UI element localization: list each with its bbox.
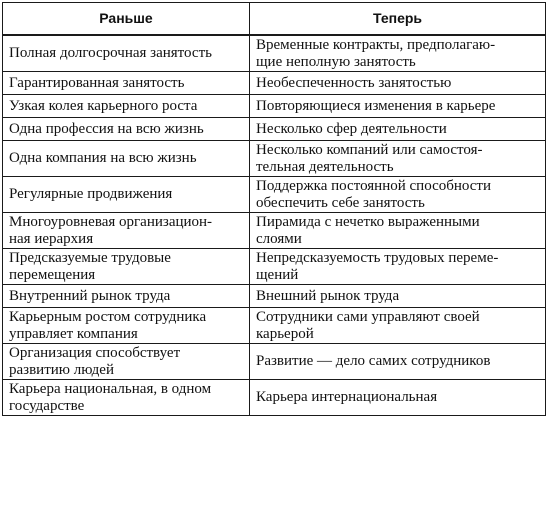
table-row — [3, 72, 546, 95]
cell-now: Карьера интернациональная — [250, 380, 546, 416]
cell-now: Внешний рынок труда — [250, 285, 546, 308]
cell-before: Многоуровневая организацион- ная иерархия — [3, 213, 250, 249]
table-row — [3, 308, 546, 344]
header-row — [3, 3, 546, 36]
cell-now: Необеспеченность занятостью — [250, 72, 546, 95]
comparison-table — [2, 2, 546, 416]
cell-before: Карьера национальная, в одном государстве — [3, 380, 250, 416]
table-row — [3, 213, 546, 249]
cell-before: Предсказуемые трудовые перемещения — [3, 249, 250, 285]
cell-before: Одна компания на всю жизнь — [3, 141, 250, 177]
cell-now: Несколько сфер деятельности — [250, 118, 546, 141]
table-row — [3, 249, 546, 285]
cell-now: Сотрудники сами управляют своей карьерой — [250, 308, 546, 344]
table-row — [3, 344, 546, 380]
cell-before: Одна профессия на всю жизнь — [3, 118, 250, 141]
table-row — [3, 118, 546, 141]
table-row — [3, 141, 546, 177]
table-row — [3, 95, 546, 118]
cell-before: Внутренний рынок труда — [3, 285, 250, 308]
cell-before: Организация способствует развитию людей — [3, 344, 250, 380]
cell-now: Повторяющиеся изменения в карьере — [250, 95, 546, 118]
cell-now: Развитие — дело самих сотрудников — [250, 344, 546, 380]
cell-before: Регулярные продвижения — [3, 177, 250, 213]
cell-before: Гарантированная занятость — [3, 72, 250, 95]
cell-before: Полная долгосрочная занятость — [3, 35, 250, 72]
cell-now: Временные контракты, предполагаю- щие неполную занятость — [250, 35, 546, 72]
table-row — [3, 35, 546, 72]
cell-before: Узкая колея карьерного роста — [3, 95, 250, 118]
cell-now: Поддержка постоянной способности обеспечить себе занятость — [250, 177, 546, 213]
cell-now: Непредсказуемость трудовых переме- щений — [250, 249, 546, 285]
cell-now: Пирамида с нечетко выраженными слоями — [250, 213, 546, 249]
column-header-before: Раньше — [3, 3, 250, 36]
table-row — [3, 380, 546, 416]
cell-before: Карьерным ростом сотрудника управляет компания — [3, 308, 250, 344]
table-row — [3, 177, 546, 213]
table-row — [3, 285, 546, 308]
column-header-now: Теперь — [250, 3, 546, 36]
cell-now: Несколько компаний или самостоя- тельная деятельность — [250, 141, 546, 177]
